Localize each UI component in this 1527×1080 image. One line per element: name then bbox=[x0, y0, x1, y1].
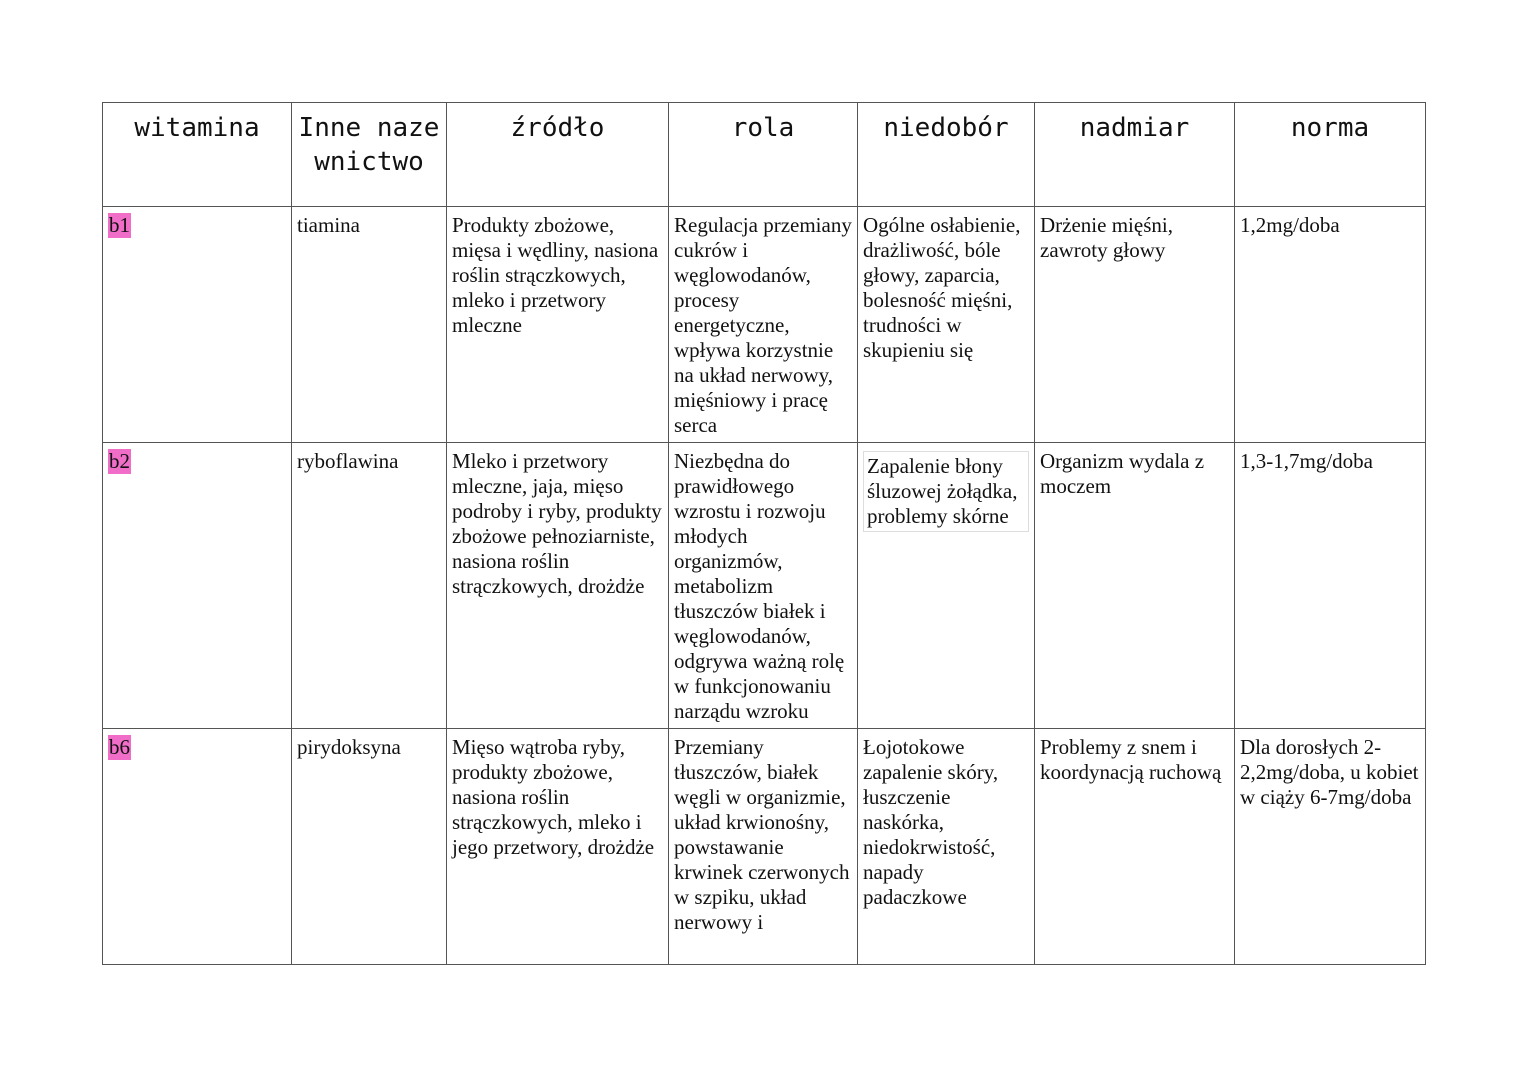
cell-inne: pirydoksyna bbox=[292, 729, 447, 965]
cell-norma: 1,3-1,7mg/doba bbox=[1235, 443, 1426, 729]
table-row bbox=[103, 443, 1426, 729]
cell-inne: tiamina bbox=[292, 207, 447, 443]
cell-nadmiar: Drżenie mięśni, zawroty głowy bbox=[1035, 207, 1235, 443]
text-box: Zapalenie błony śluzowej żołądka, problemy skórne bbox=[863, 451, 1029, 532]
cell-norma: 1,2mg/doba bbox=[1235, 207, 1426, 443]
cell-niedobor bbox=[858, 443, 1035, 729]
header-rola: rola bbox=[669, 103, 858, 207]
header-norma: norma bbox=[1235, 103, 1426, 207]
cell-nadmiar: Organizm wydala z moczem bbox=[1035, 443, 1235, 729]
vitamin-label: b1 bbox=[109, 213, 130, 237]
header-witamina: witamina bbox=[103, 103, 292, 207]
cell-witamina bbox=[103, 729, 292, 965]
vitamin-label: b6 bbox=[109, 735, 130, 759]
header-zrodlo: źródło bbox=[447, 103, 669, 207]
cell-niedobor: Ogólne osłabienie, drażliwość, bóle głowy, zaparcia, bolesność mięśni, trudności w skupieniu się bbox=[858, 207, 1035, 443]
cell-inne: ryboflawina bbox=[292, 443, 447, 729]
header-nadmiar: nadmiar bbox=[1035, 103, 1235, 207]
table-header bbox=[103, 103, 1426, 207]
cell-norma: Dla dorosłych 2-2,2mg/doba, u kobiet w ciąży 6-7mg/doba bbox=[1235, 729, 1426, 965]
header-niedobor: niedobór bbox=[858, 103, 1035, 207]
vitamin-table bbox=[102, 102, 1426, 965]
cell-witamina bbox=[103, 207, 292, 443]
header-inne-nazewnictwo: Inne nazewnictwo bbox=[292, 103, 447, 207]
vitamin-label: b2 bbox=[109, 449, 130, 473]
table-row bbox=[103, 207, 1426, 443]
cell-rola: Przemiany tłuszczów, białek węgli w organizmie, układ krwionośny, powstawanie krwinek czerwonych w szpiku, układ nerwowy i bbox=[669, 729, 858, 965]
cell-witamina bbox=[103, 443, 292, 729]
cell-zrodlo: Mleko i przetwory mleczne, jaja, mięso podroby i ryby, produkty zbożowe pełnoziarniste, nasiona roślin strączkowych, drożdże bbox=[447, 443, 669, 729]
cell-rola: Niezbędna do prawidłowego wzrostu i rozwoju młodych organizmów, metabolizm tłuszczów białek i węglowodanów, odgrywa ważną rolę w funkcjonowaniu narządu wzroku bbox=[669, 443, 858, 729]
cell-zrodlo: Produkty zbożowe, mięsa i wędliny, nasiona roślin strączkowych, mleko i przetwory mleczne bbox=[447, 207, 669, 443]
cell-rola: Regulacja przemiany cukrów i węglowodanów, procesy energetyczne, wpływa korzystnie na układ nerwowy, mięśniowy i pracę serca bbox=[669, 207, 858, 443]
table-row bbox=[103, 729, 1426, 965]
header-row bbox=[103, 103, 1426, 207]
cell-zrodlo: Mięso wątroba ryby, produkty zbożowe, nasiona roślin strączkowych, mleko i jego przetwory, drożdże bbox=[447, 729, 669, 965]
cell-nadmiar: Problemy z snem i koordynacją ruchową bbox=[1035, 729, 1235, 965]
cell-niedobor: Łojotokowe zapalenie skóry, łuszczenie naskórka, niedokrwistość, napady padaczkowe bbox=[858, 729, 1035, 965]
